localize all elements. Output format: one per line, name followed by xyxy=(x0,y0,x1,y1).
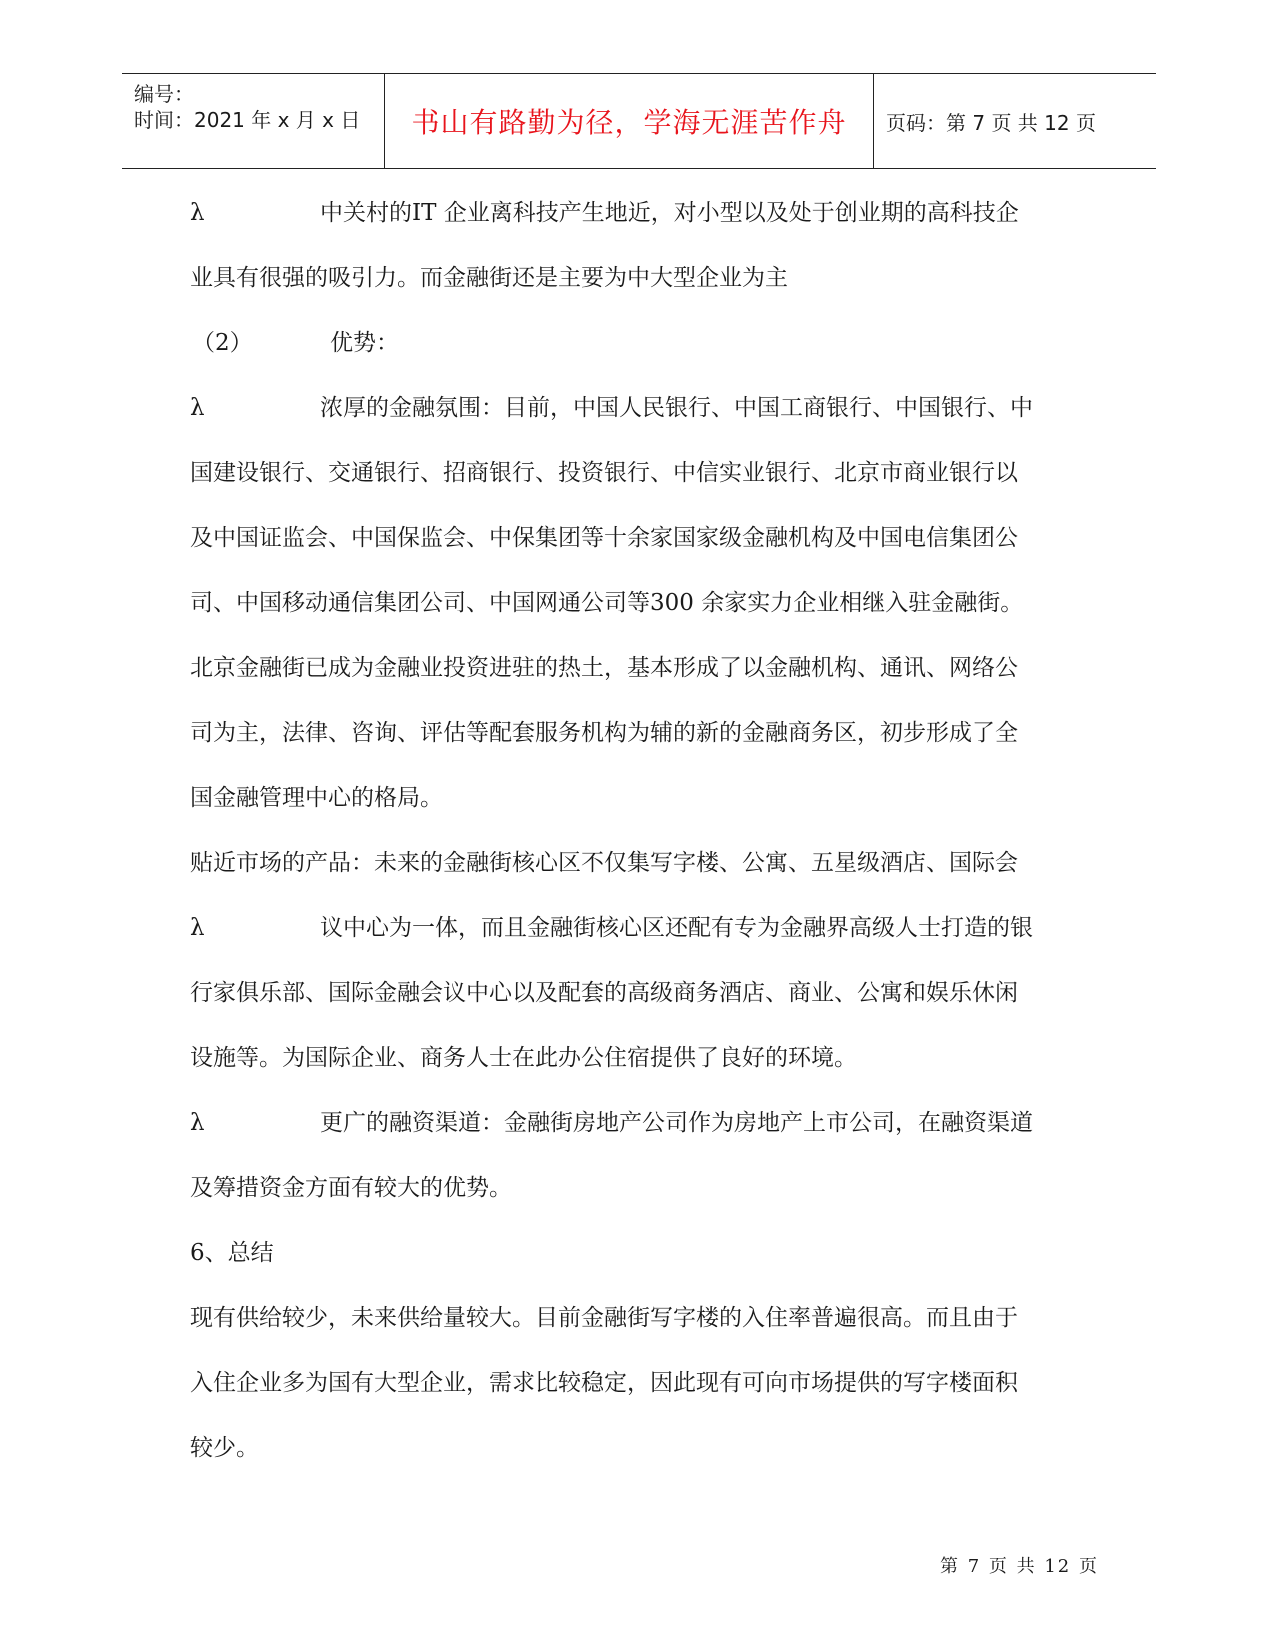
bullet-icon: λ xyxy=(190,1110,205,1136)
paragraph-line: 及筹措资金方面有较大的优势。 xyxy=(190,1175,512,1201)
paragraph-line: 较少。 xyxy=(190,1435,259,1461)
paragraph-line: 司、中国移动通信集团公司、中国网通公司等300 余家实力企业相继入驻金融街。 xyxy=(190,590,1024,616)
page-footer: 第 7 页 共 12 页 xyxy=(940,1556,1099,1577)
bullet-icon: λ xyxy=(190,200,205,226)
paragraph-line: λ 议中心为一体，而且金融街核心区还配有专为金融界高级人士打造的银 xyxy=(190,905,1090,970)
paragraph-line: 国金融管理中心的格局。 xyxy=(190,785,443,811)
paragraph-line: 司为主，法律、咨询、评估等配套服务机构为辅的新的金融商务区，初步形成了全 xyxy=(190,720,1018,746)
number-label: 编号： xyxy=(134,82,194,106)
time-label: 时间：2021 年 x 月 x 日 xyxy=(134,108,361,132)
paragraph-line: 贴近市场的产品：未来的金融街核心区不仅集写字楼、公寓、五星级酒店、国际会 xyxy=(190,850,1018,876)
paragraph-line: 北京金融街已成为金融业投资进驻的热土，基本形成了以金融机构、通讯、网络公 xyxy=(190,655,1018,681)
paragraph-line: 行家俱乐部、国际金融会议中心以及配套的高级商务酒店、商业、公寓和娱乐休闲 xyxy=(190,980,1018,1006)
section-title: 6、总结 xyxy=(190,1240,274,1266)
paragraph-line: λ 浓厚的金融氛围：目前，中国人民银行、中国工商银行、中国银行、中 xyxy=(190,385,1090,450)
subsection-number: （2） xyxy=(192,330,253,356)
paragraph-line: λ 中关村的IT 企业离科技产生地近，对小型以及处于创业期的高科技企 xyxy=(190,190,1090,255)
bullet-icon: λ xyxy=(190,915,205,941)
header-page-cell xyxy=(874,74,1156,168)
paragraph-line: λ 更广的融资渠道：金融街房地产公司作为房地产上市公司，在融资渠道 xyxy=(190,1100,1090,1165)
document-body xyxy=(190,190,1090,1490)
paragraph-line: 业具有很强的吸引力。而金融街还是主要为中大型企业为主 xyxy=(190,265,788,291)
subsection-heading xyxy=(190,320,1090,385)
header-meta-cell xyxy=(122,74,384,168)
motto: 书山有路勤为径，学海无涯苦作舟 xyxy=(411,106,847,139)
page-info: 页码：第 7 页 共 12 页 xyxy=(886,110,1096,135)
paragraph-line: 入住企业多为国有大型企业，需求比较稳定，因此现有可向市场提供的写字楼面积 xyxy=(190,1370,1018,1396)
paragraph-line: 现有供给较少，未来供给量较大。目前金融街写字楼的入住率普遍很高。而且由于 xyxy=(190,1305,1018,1331)
paragraph-line: 设施等。为国际企业、商务人士在此办公住宿提供了良好的环境。 xyxy=(190,1045,857,1071)
document-header xyxy=(122,73,1156,169)
subsection-title: 优势： xyxy=(330,330,399,356)
bullet-icon: λ xyxy=(190,395,205,421)
header-motto-cell xyxy=(384,74,874,168)
paragraph-line: 国建设银行、交通银行、招商银行、投资银行、中信实业银行、北京市商业银行以 xyxy=(190,460,1018,486)
paragraph-line: 及中国证监会、中国保监会、中保集团等十余家国家级金融机构及中国电信集团公 xyxy=(190,525,1018,551)
